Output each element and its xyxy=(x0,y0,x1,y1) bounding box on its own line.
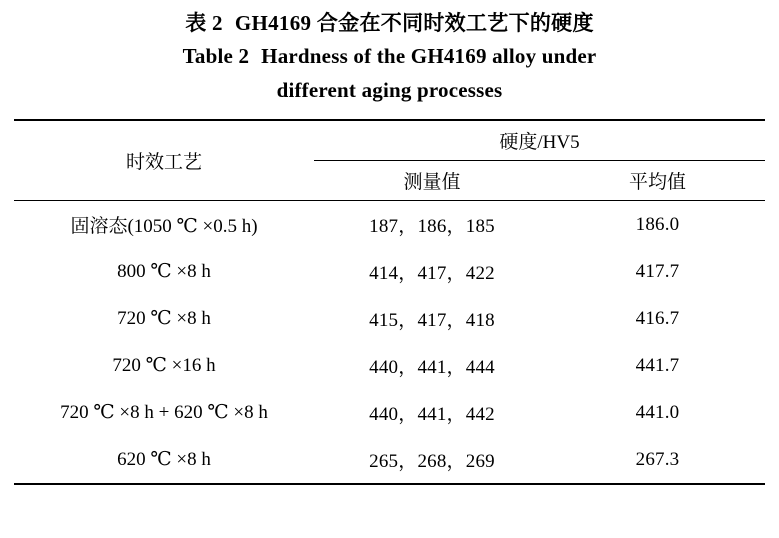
cell-measured: 265，268，269 xyxy=(314,436,550,484)
header-cell-measured: 测量值 xyxy=(403,172,461,194)
cell-process: 固溶态(1050 ℃ ×0.5 h) xyxy=(14,201,314,249)
cell-measured: 440，441，444 xyxy=(369,357,495,379)
caption-text-english-1: Hardness of the GH4169 alloy under xyxy=(261,44,597,69)
caption-line-english-1 xyxy=(14,41,765,71)
table-row xyxy=(14,342,765,389)
caption-label-chinese: 表 2 xyxy=(185,11,223,35)
caption-label-english: Table 2 xyxy=(182,44,250,69)
header-cell-average: 平均值 xyxy=(628,172,686,194)
cell-process: 800 ℃ ×8 h xyxy=(117,261,211,283)
cell-process: 720 ℃ ×16 h xyxy=(112,355,216,377)
cell-measured: 440，441，442 xyxy=(369,404,495,426)
cell-process: 720 ℃ ×8 h xyxy=(117,308,211,330)
cell-average: 416.7 xyxy=(635,307,680,329)
table-header-row-group xyxy=(14,120,765,161)
cell-average: 186.0 xyxy=(550,201,765,249)
caption-line-chinese xyxy=(14,8,765,38)
table-row xyxy=(14,201,765,249)
caption-line-english-2: different aging processes xyxy=(276,77,503,102)
table-caption xyxy=(14,8,765,105)
header-cell-process: 时效工艺 xyxy=(14,120,314,201)
cell-average: 441.7 xyxy=(635,354,680,376)
table-row xyxy=(14,436,765,484)
hardness-table xyxy=(14,119,765,485)
cell-measured: 415，417，418 xyxy=(369,310,495,332)
cell-measured: 187，186，185 xyxy=(314,201,550,249)
header-cell-hardness-group: 硬度/HV5 xyxy=(314,120,765,161)
cell-average: 267.3 xyxy=(550,436,765,484)
table-row xyxy=(14,389,765,436)
caption-text-chinese: GH4169 合金在不同时效工艺下的硬度 xyxy=(234,11,594,35)
table-row xyxy=(14,295,765,342)
table-row xyxy=(14,248,765,295)
cell-process: 720 ℃ ×8 h + 620 ℃ ×8 h xyxy=(60,402,268,424)
cell-average: 441.0 xyxy=(635,401,680,423)
cell-average: 417.7 xyxy=(635,260,680,282)
cell-measured: 414，417，422 xyxy=(369,263,495,285)
cell-process: 620 ℃ ×8 h xyxy=(14,436,314,484)
